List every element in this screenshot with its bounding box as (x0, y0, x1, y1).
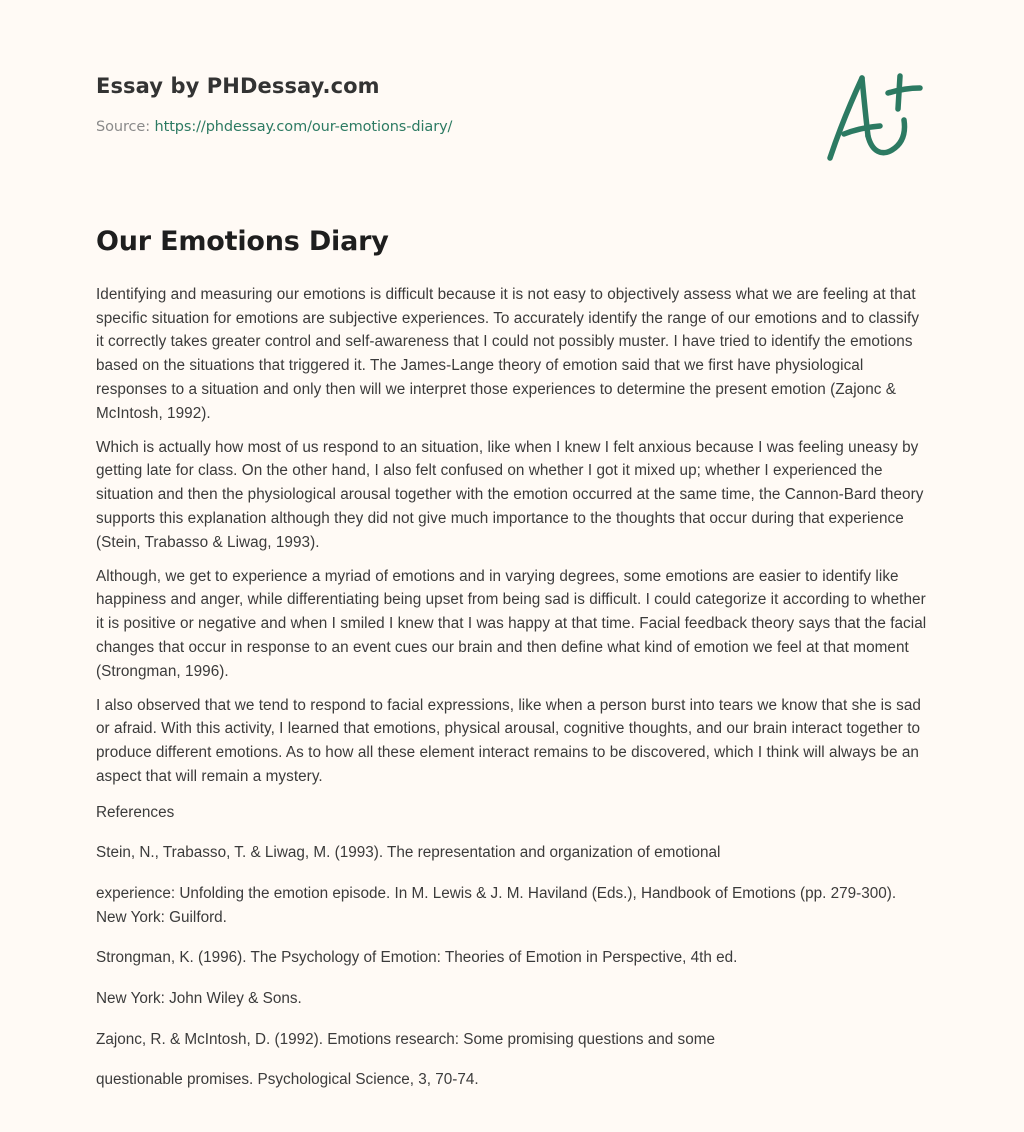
reference-item: Stein, N., Trabasso, T. & Liwag, M. (1993). The representation and organization of emotional (96, 844, 721, 862)
essay-content (96, 226, 930, 1109)
source-link[interactable]: https://phdessay.com/our-emotions-diary/ (154, 119, 453, 135)
essay-paragraph: Although, we get to experience a myriad of emotions and in varying degrees, some emotions are easier to identify like happiness and anger, while differentiating being upset from being sad is difficult. I could categorize it according to whether it is positive or negative and when I smiled I knew that I was happy at that time. Facial feedback theory says that the facial changes that occur in response to an event cues our brain and then define what kind of emotion we feel at that moment (Strongman, 1996). (96, 567, 927, 680)
essay-paragraph: Identifying and measuring our emotions is difficult because it is not easy to objectively assess what we are feeling at that specific situation for emotions are subjective experiences. To accurately identify the range of our emotions and to classify it correctly takes greater control and self-awareness that I could not possibly muster. I have tried to identify the emotions based on the situations that triggered it. The James-Lange theory of emotion said that we first have physiological responses to a situation and only then will we interpret those experiences to determine the present emotion (Zajonc & McIntosh, 1992). (96, 286, 920, 422)
page-header (96, 74, 936, 135)
a-plus-grade-icon (820, 64, 930, 168)
reference-item: Zajonc, R. & McIntosh, D. (1992). Emotions research: Some promising questions and some (96, 1030, 715, 1048)
essay-paragraph: I also observed that we tend to respond to facial expressions, like when a person burst into tears we know that she is sad or afraid. With this activity, I learned that emotions, physical arousal, cognitive thoughts, and our brain interact together to produce different emotions. As to how all these element interact remains to be discovered, which I think will always be an aspect that will remain a mystery. (96, 696, 921, 785)
essay-paragraph: Which is actually how most of us respond to an situation, like when I knew I felt anxious because I was feeling uneasy by getting late for class. On the other hand, I also felt confused on whether I got it mixed up; whether I experienced the situation and then the physiological arousal together with the emotion occurred at the same time, the Cannon-Bard theory supports this explanation although they did not give much importance to the thoughts that occur during that experience (Stein, Trabasso & Liwag, 1993). (96, 438, 924, 551)
reference-item: questionable promises. Psychological Science, 3, 70-74. (96, 1071, 479, 1089)
source-line (96, 119, 936, 135)
essay-title: Our Emotions Diary (96, 226, 389, 257)
site-title: Essay by PHDessay.com (96, 74, 380, 98)
source-label: Source: (96, 119, 150, 135)
references-heading: References (96, 803, 175, 821)
reference-item: Strongman, K. (1996). The Psychology of Emotion: Theories of Emotion in Perspective, 4th ed. (96, 949, 738, 967)
reference-item: New York: John Wiley & Sons. (96, 990, 302, 1008)
reference-item: experience: Unfolding the emotion episode. In M. Lewis & J. M. Haviland (Eds.), Handbook of Emotions (pp. 279-300). New York: Guilford. (96, 884, 897, 926)
